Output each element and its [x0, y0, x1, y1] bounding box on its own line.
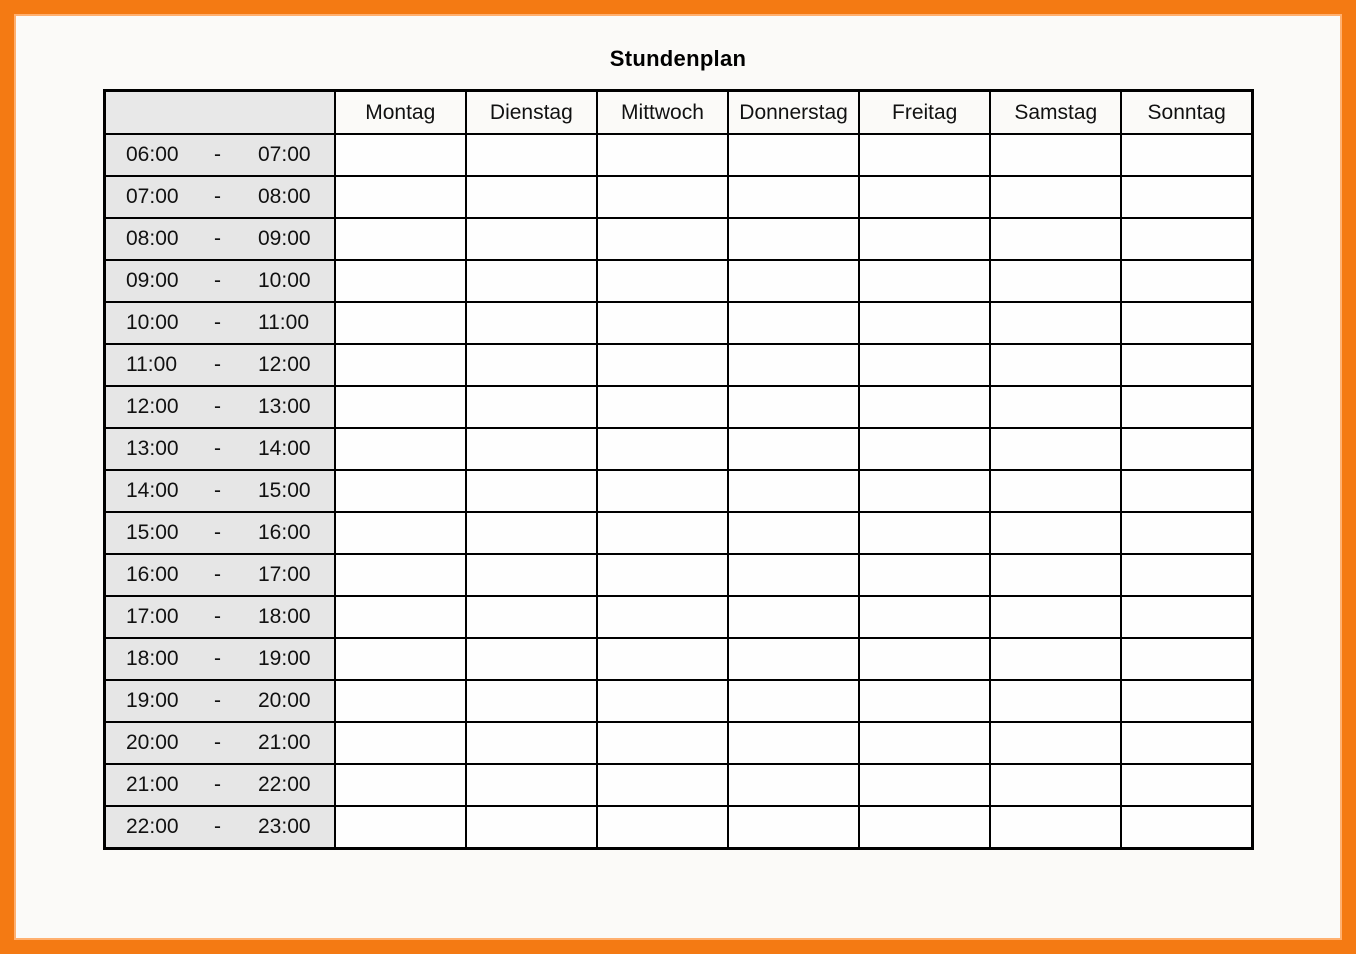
schedule-cell-montag[interactable] — [335, 176, 466, 218]
schedule-cell-montag[interactable] — [335, 512, 466, 554]
slot-start-time: 11:00 — [126, 353, 177, 376]
schedule-cell-montag[interactable] — [335, 344, 466, 386]
schedule-cell-dienstag[interactable] — [466, 554, 597, 596]
schedule-cell-mittwoch[interactable] — [597, 176, 728, 218]
schedule-cell-sonntag[interactable] — [1121, 344, 1252, 386]
slot-end-time: 23:00 — [258, 815, 311, 838]
schedule-cell-sonntag[interactable] — [1121, 596, 1252, 638]
schedule-cell-donnerstag[interactable] — [728, 554, 859, 596]
day-header-samstag: Samstag — [990, 91, 1121, 135]
time-slot-cell — [105, 764, 335, 806]
slot-end-time: 07:00 — [258, 143, 311, 166]
timetable — [103, 89, 1254, 850]
day-header-dienstag: Dienstag — [466, 91, 597, 135]
slot-start-time: 09:00 — [126, 269, 179, 292]
schedule-cell-mittwoch[interactable] — [597, 302, 728, 344]
slot-separator: - — [214, 605, 221, 628]
slot-end-time: 08:00 — [258, 185, 311, 208]
schedule-cell-freitag[interactable] — [859, 344, 990, 386]
table-row — [105, 806, 1253, 849]
schedule-cell-dienstag[interactable] — [466, 176, 597, 218]
day-header-freitag: Freitag — [859, 91, 990, 135]
time-slot-cell — [105, 176, 335, 218]
schedule-cell-samstag[interactable] — [990, 722, 1121, 764]
schedule-cell-mittwoch[interactable] — [597, 806, 728, 849]
time-slot-cell — [105, 386, 335, 428]
table-row — [105, 260, 1253, 302]
schedule-cell-montag[interactable] — [335, 554, 466, 596]
schedule-cell-freitag[interactable] — [859, 512, 990, 554]
table-row — [105, 722, 1253, 764]
slot-end-time: 14:00 — [258, 437, 311, 460]
slot-separator: - — [214, 143, 221, 166]
slot-end-time: 20:00 — [258, 689, 311, 712]
schedule-cell-donnerstag[interactable] — [728, 680, 859, 722]
schedule-cell-sonntag[interactable] — [1121, 680, 1252, 722]
table-row — [105, 428, 1253, 470]
schedule-cell-samstag[interactable] — [990, 260, 1121, 302]
schedule-cell-montag[interactable] — [335, 806, 466, 849]
slot-end-time: 10:00 — [258, 269, 311, 292]
time-slot-cell — [105, 806, 335, 849]
schedule-cell-donnerstag[interactable] — [728, 722, 859, 764]
slot-separator: - — [214, 185, 221, 208]
slot-separator: - — [214, 815, 221, 838]
schedule-cell-freitag[interactable] — [859, 386, 990, 428]
slot-separator: - — [214, 731, 221, 754]
slot-separator: - — [214, 353, 221, 376]
slot-start-time: 20:00 — [126, 731, 179, 754]
table-row — [105, 512, 1253, 554]
page-title: Stundenplan — [609, 46, 747, 71]
schedule-cell-mittwoch[interactable] — [597, 428, 728, 470]
schedule-cell-montag[interactable] — [335, 302, 466, 344]
schedule-cell-dienstag[interactable] — [466, 260, 597, 302]
table-body — [105, 134, 1253, 849]
slot-end-time: 13:00 — [258, 395, 311, 418]
slot-end-time: 11:00 — [258, 311, 309, 334]
schedule-cell-samstag[interactable] — [990, 176, 1121, 218]
schedule-cell-montag[interactable] — [335, 260, 466, 302]
schedule-cell-donnerstag[interactable] — [728, 218, 859, 260]
schedule-cell-donnerstag[interactable] — [728, 302, 859, 344]
schedule-cell-freitag[interactable] — [859, 260, 990, 302]
table-row — [105, 764, 1253, 806]
schedule-cell-dienstag[interactable] — [466, 680, 597, 722]
schedule-cell-samstag[interactable] — [990, 386, 1121, 428]
schedule-cell-samstag[interactable] — [990, 680, 1121, 722]
schedule-cell-dienstag[interactable] — [466, 596, 597, 638]
schedule-cell-samstag[interactable] — [990, 764, 1121, 806]
slot-start-time: 06:00 — [126, 143, 179, 166]
slot-start-time: 18:00 — [126, 647, 179, 670]
schedule-cell-dienstag[interactable] — [466, 218, 597, 260]
schedule-cell-montag[interactable] — [335, 470, 466, 512]
schedule-cell-montag[interactable] — [335, 134, 466, 176]
table-row — [105, 470, 1253, 512]
schedule-cell-dienstag[interactable] — [466, 806, 597, 849]
slot-separator: - — [214, 773, 221, 796]
slot-separator: - — [214, 689, 221, 712]
schedule-cell-mittwoch[interactable] — [597, 344, 728, 386]
time-slot-cell — [105, 344, 335, 386]
schedule-cell-sonntag[interactable] — [1121, 176, 1252, 218]
schedule-cell-sonntag[interactable] — [1121, 638, 1252, 680]
slot-separator: - — [214, 479, 221, 502]
day-header-mittwoch: Mittwoch — [597, 91, 728, 135]
schedule-cell-montag[interactable] — [335, 722, 466, 764]
schedule-cell-freitag[interactable] — [859, 764, 990, 806]
schedule-cell-freitag[interactable] — [859, 554, 990, 596]
schedule-cell-montag[interactable] — [335, 680, 466, 722]
schedule-cell-mittwoch[interactable] — [597, 554, 728, 596]
slot-separator: - — [214, 437, 221, 460]
schedule-cell-samstag[interactable] — [990, 134, 1121, 176]
schedule-cell-samstag[interactable] — [990, 638, 1121, 680]
schedule-cell-freitag[interactable] — [859, 218, 990, 260]
schedule-cell-sonntag[interactable] — [1121, 764, 1252, 806]
slot-separator: - — [214, 311, 221, 334]
schedule-cell-donnerstag[interactable] — [728, 470, 859, 512]
time-slot-cell — [105, 470, 335, 512]
slot-start-time: 17:00 — [126, 605, 179, 628]
schedule-cell-mittwoch[interactable] — [597, 512, 728, 554]
schedule-cell-dienstag[interactable] — [466, 386, 597, 428]
table-row — [105, 680, 1253, 722]
slot-separator: - — [214, 521, 221, 544]
schedule-cell-dienstag[interactable] — [466, 638, 597, 680]
slot-end-time: 17:00 — [258, 563, 311, 586]
schedule-cell-freitag[interactable] — [859, 428, 990, 470]
schedule-cell-donnerstag[interactable] — [728, 764, 859, 806]
schedule-cell-dienstag[interactable] — [466, 764, 597, 806]
schedule-cell-sonntag[interactable] — [1121, 134, 1252, 176]
slot-start-time: 10:00 — [126, 311, 179, 334]
slot-start-time: 15:00 — [126, 521, 179, 544]
time-slot-cell — [105, 638, 335, 680]
time-slot-cell — [105, 260, 335, 302]
slot-end-time: 22:00 — [258, 773, 311, 796]
schedule-cell-donnerstag[interactable] — [728, 134, 859, 176]
time-slot-cell — [105, 722, 335, 764]
schedule-cell-donnerstag[interactable] — [728, 386, 859, 428]
schedule-cell-dienstag[interactable] — [466, 428, 597, 470]
schedule-cell-donnerstag[interactable] — [728, 428, 859, 470]
table-row — [105, 218, 1253, 260]
schedule-cell-sonntag[interactable] — [1121, 302, 1252, 344]
schedule-cell-mittwoch[interactable] — [597, 470, 728, 512]
schedule-cell-montag[interactable] — [335, 596, 466, 638]
table-row — [105, 596, 1253, 638]
schedule-cell-samstag[interactable] — [990, 428, 1121, 470]
time-slot-cell — [105, 218, 335, 260]
table-row — [105, 344, 1253, 386]
slot-start-time: 12:00 — [126, 395, 179, 418]
slot-end-time: 18:00 — [258, 605, 311, 628]
schedule-cell-sonntag[interactable] — [1121, 470, 1252, 512]
slot-end-time: 16:00 — [258, 521, 311, 544]
day-header-donnerstag: Donnerstag — [728, 91, 859, 135]
day-header-montag: Montag — [335, 91, 466, 135]
schedule-cell-donnerstag[interactable] — [728, 176, 859, 218]
schedule-cell-freitag[interactable] — [859, 638, 990, 680]
schedule-cell-samstag[interactable] — [990, 512, 1121, 554]
schedule-cell-sonntag[interactable] — [1121, 260, 1252, 302]
schedule-cell-freitag[interactable] — [859, 134, 990, 176]
slot-start-time: 16:00 — [126, 563, 179, 586]
schedule-cell-samstag[interactable] — [990, 218, 1121, 260]
schedule-cell-donnerstag[interactable] — [728, 512, 859, 554]
schedule-cell-sonntag[interactable] — [1121, 554, 1252, 596]
schedule-cell-montag[interactable] — [335, 428, 466, 470]
schedule-cell-samstag[interactable] — [990, 470, 1121, 512]
slot-separator: - — [214, 563, 221, 586]
time-slot-cell — [105, 512, 335, 554]
schedule-cell-donnerstag[interactable] — [728, 260, 859, 302]
schedule-cell-mittwoch[interactable] — [597, 722, 728, 764]
slot-end-time: 21:00 — [258, 731, 311, 754]
slot-separator: - — [214, 269, 221, 292]
schedule-cell-mittwoch[interactable] — [597, 638, 728, 680]
schedule-cell-mittwoch[interactable] — [597, 680, 728, 722]
slot-start-time: 13:00 — [126, 437, 179, 460]
slot-separator: - — [214, 647, 221, 670]
schedule-cell-sonntag[interactable] — [1121, 512, 1252, 554]
schedule-cell-freitag[interactable] — [859, 302, 990, 344]
schedule-cell-sonntag[interactable] — [1121, 386, 1252, 428]
time-slot-cell — [105, 680, 335, 722]
schedule-cell-montag[interactable] — [335, 764, 466, 806]
table-row — [105, 554, 1253, 596]
time-slot-cell — [105, 596, 335, 638]
slot-start-time: 21:00 — [126, 773, 179, 796]
table-row — [105, 302, 1253, 344]
time-slot-cell — [105, 134, 335, 176]
schedule-cell-donnerstag[interactable] — [728, 638, 859, 680]
schedule-cell-donnerstag[interactable] — [728, 596, 859, 638]
schedule-cell-montag[interactable] — [335, 638, 466, 680]
schedule-cell-montag[interactable] — [335, 386, 466, 428]
schedule-cell-samstag[interactable] — [990, 806, 1121, 849]
slot-start-time: 08:00 — [126, 227, 179, 250]
schedule-cell-freitag[interactable] — [859, 680, 990, 722]
schedule-cell-dienstag[interactable] — [466, 512, 597, 554]
schedule-cell-freitag[interactable] — [859, 596, 990, 638]
schedule-cell-mittwoch[interactable] — [597, 764, 728, 806]
slot-end-time: 09:00 — [258, 227, 311, 250]
schedule-cell-freitag[interactable] — [859, 176, 990, 218]
slot-separator: - — [214, 395, 221, 418]
slot-end-time: 19:00 — [258, 647, 311, 670]
schedule-cell-sonntag[interactable] — [1121, 806, 1252, 849]
slot-start-time: 07:00 — [126, 185, 179, 208]
schedule-cell-montag[interactable] — [335, 218, 466, 260]
slot-start-time: 14:00 — [126, 479, 179, 502]
header-row — [105, 91, 1253, 135]
schedule-cell-donnerstag[interactable] — [728, 806, 859, 849]
table-row — [105, 638, 1253, 680]
schedule-cell-mittwoch[interactable] — [597, 218, 728, 260]
day-header-sonntag: Sonntag — [1121, 91, 1252, 135]
schedule-cell-freitag[interactable] — [859, 722, 990, 764]
schedule-cell-freitag[interactable] — [859, 806, 990, 849]
schedule-cell-samstag[interactable] — [990, 344, 1121, 386]
schedule-cell-samstag[interactable] — [990, 554, 1121, 596]
schedule-cell-mittwoch[interactable] — [597, 386, 728, 428]
corner-cell — [105, 91, 335, 135]
schedule-cell-freitag[interactable] — [859, 470, 990, 512]
schedule-cell-sonntag[interactable] — [1121, 218, 1252, 260]
time-slot-cell — [105, 554, 335, 596]
schedule-cell-mittwoch[interactable] — [597, 260, 728, 302]
slot-end-time: 15:00 — [258, 479, 311, 502]
slot-start-time: 19:00 — [126, 689, 179, 712]
slot-start-time: 22:00 — [126, 815, 179, 838]
schedule-cell-donnerstag[interactable] — [728, 344, 859, 386]
time-slot-cell — [105, 428, 335, 470]
schedule-cell-mittwoch[interactable] — [597, 134, 728, 176]
slot-separator: - — [214, 227, 221, 250]
time-slot-cell — [105, 302, 335, 344]
table-row — [105, 134, 1253, 176]
schedule-cell-sonntag[interactable] — [1121, 428, 1252, 470]
schedule-cell-dienstag[interactable] — [466, 302, 597, 344]
schedule-cell-mittwoch[interactable] — [597, 596, 728, 638]
schedule-cell-samstag[interactable] — [990, 302, 1121, 344]
table-row — [105, 176, 1253, 218]
schedule-cell-samstag[interactable] — [990, 596, 1121, 638]
schedule-cell-dienstag[interactable] — [466, 344, 597, 386]
schedule-cell-dienstag[interactable] — [466, 722, 597, 764]
schedule-cell-dienstag[interactable] — [466, 134, 597, 176]
schedule-cell-dienstag[interactable] — [466, 470, 597, 512]
schedule-cell-sonntag[interactable] — [1121, 722, 1252, 764]
slot-end-time: 12:00 — [258, 353, 311, 376]
table-row — [105, 386, 1253, 428]
